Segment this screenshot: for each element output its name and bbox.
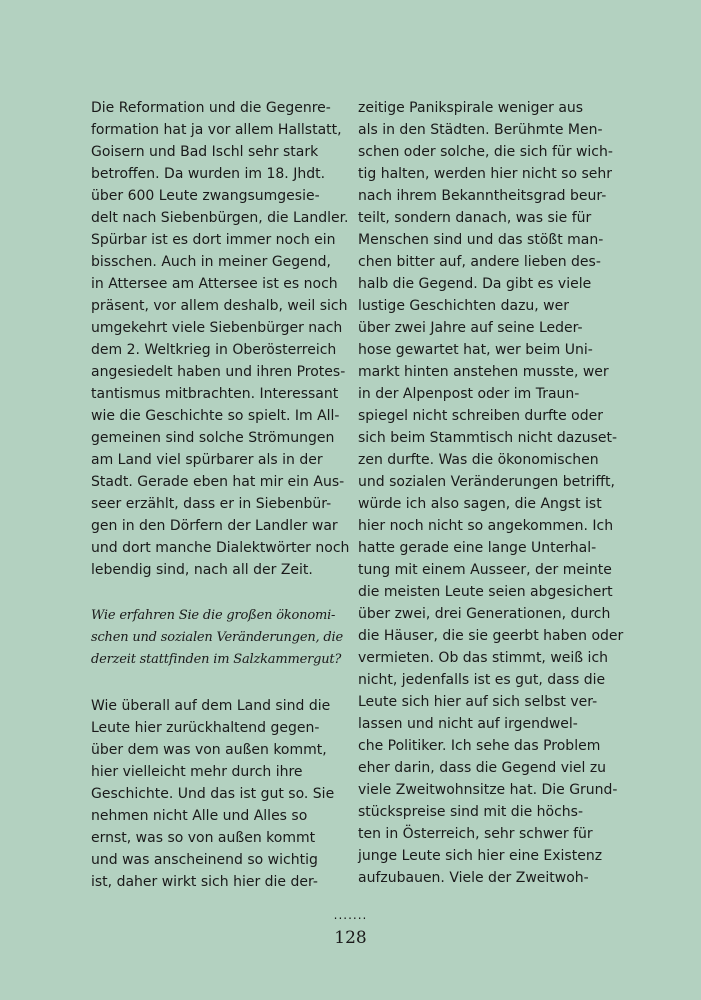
text-line: nehmen nicht Alle und Alles so: [91, 808, 308, 824]
text-line: betroffen. Da wurden im 18. Jhdt.: [91, 166, 326, 182]
text-line: in der Alpenpost oder im Traun-: [358, 386, 580, 402]
text-line: die Häuser, die sie geerbt haben oder: [358, 628, 624, 644]
text-line: ernst, was so von außen kommt: [91, 830, 316, 846]
text-line: gen in den Dörfern der Landler war: [91, 518, 338, 534]
text-line: Die Reformation und die Gegenre-: [91, 100, 331, 116]
text-line: umgekehrt viele Siebenbürger nach: [91, 320, 343, 336]
text-line: tung mit einem Ausseer, der meinte: [358, 562, 612, 578]
text-line: schen oder solche, die sich für wich-: [358, 144, 613, 160]
text-line: halb die Gegend. Da gibt es viele: [358, 276, 592, 292]
text-line: hier vielleicht mehr durch ihre: [91, 764, 303, 780]
text-line: ist, daher wirkt sich hier die der-: [91, 874, 318, 890]
text-line: am Land viel spürbarer als in der: [91, 452, 323, 468]
paragraph-continuation: [358, 97, 624, 889]
text-line: würde ich also sagen, die Angst ist: [358, 496, 602, 512]
text-line: teilt, sondern danach, was sie für: [358, 210, 592, 226]
text-line: und was anscheinend so wichtig: [91, 852, 318, 868]
text-line: zen durfte. Was die ökonomischen: [358, 452, 599, 468]
text-line: hatte gerade eine lange Unterhal-: [358, 540, 597, 556]
text-line: sich beim Stammtisch nicht dazuset-: [358, 430, 618, 446]
text-line: Spürbar ist es dort immer noch ein: [91, 232, 336, 248]
text-line: über zwei, drei Generationen, durch: [358, 606, 611, 622]
text-line: Menschen sind und das stößt man-: [358, 232, 604, 248]
text-line: tantismus mitbrachten. Interessant: [91, 386, 339, 402]
paragraph-reformation: [91, 97, 350, 581]
text-line: markt hinten anstehen musste, wer: [358, 364, 609, 380]
text-line: über 600 Leute zwangsumgesie-: [91, 188, 320, 204]
text-line: vermieten. Ob das stimmt, weiß ich: [358, 650, 609, 666]
text-line: nicht, jedenfalls ist es gut, dass die: [358, 672, 606, 688]
text-line: Goisern und Bad Ischl sehr stark: [91, 144, 319, 160]
text-line: delt nach Siebenbürgen, die Landler.: [91, 210, 349, 226]
text-line: aufzubauen. Viele der Zweitwoh-: [358, 870, 589, 886]
text-line: Leute sich hier auf sich selbst ver-: [358, 694, 598, 710]
text-line: lustige Geschichten dazu, wer: [358, 298, 570, 314]
page-footer: [0, 909, 701, 949]
text-line: Wie überall auf dem Land sind die: [91, 698, 331, 714]
text-line: zeitige Panikspirale weniger aus: [358, 100, 584, 116]
text-line: präsent, vor allem deshalb, weil sich: [91, 298, 348, 314]
question-line: schen und sozialen Veränderungen, die: [91, 630, 343, 645]
text-line: hose gewartet hat, wer beim Uni-: [358, 342, 593, 358]
text-line: formation hat ja vor allem Hallstatt,: [91, 122, 342, 138]
text-line: tig halten, werden hier nicht so sehr: [358, 166, 613, 182]
footer-ornament: .......: [333, 908, 368, 922]
text-line: gemeinen sind solche Strömungen: [91, 430, 335, 446]
text-line: stückspreise sind mit die höchs-: [358, 804, 584, 820]
text-line: in Attersee am Attersee ist es noch: [91, 276, 338, 292]
text-line: seer erzählt, dass er in Siebenbür-: [91, 496, 332, 512]
text-line: als in den Städten. Berühmte Men-: [358, 122, 603, 138]
question-line: derzeit stattfinden im Salzkammergut?: [91, 652, 342, 667]
text-line: wie die Geschichte so spielt. Im All-: [91, 408, 340, 424]
right-column: [358, 97, 624, 889]
text-line: nach ihrem Bekanntheitsgrad beur-: [358, 188, 607, 204]
question-line: Wie erfahren Sie die großen ökonomi-: [91, 608, 336, 623]
text-line: lassen und nicht auf irgendwel-: [358, 716, 578, 732]
text-line: Stadt. Gerade eben hat mir ein Aus-: [91, 474, 345, 490]
interview-question: [91, 605, 341, 671]
text-line: eher darin, dass die Gegend viel zu: [358, 760, 607, 776]
paragraph-answer: [91, 695, 341, 893]
text-line: über dem was von außen kommt,: [91, 742, 327, 758]
text-line: die meisten Leute seien abgesichert: [358, 584, 613, 600]
text-line: dem 2. Weltkrieg in Oberösterreich: [91, 342, 337, 358]
text-line: ten in Österreich, sehr schwer für: [358, 826, 593, 842]
page-number: 128: [334, 928, 367, 948]
text-line: angesiedelt haben und ihren Protes-: [91, 364, 346, 380]
text-line: viele Zweitwohnsitze hat. Die Grund-: [358, 782, 618, 798]
text-line: hier noch nicht so angekommen. Ich: [358, 518, 614, 534]
text-line: Geschichte. Und das ist gut so. Sie: [91, 786, 335, 802]
text-line: lebendig sind, nach all der Zeit.: [91, 562, 313, 578]
text-line: über zwei Jahre auf seine Leder-: [358, 320, 583, 336]
text-line: junge Leute sich hier eine Existenz: [358, 848, 603, 864]
text-line: spiegel nicht schreiben durfte oder: [358, 408, 604, 424]
text-line: und dort manche Dialektwörter noch: [91, 540, 350, 556]
text-line: chen bitter auf, andere lieben des-: [358, 254, 601, 270]
left-column: [91, 97, 350, 893]
text-line: und sozialen Veränderungen betrifft,: [358, 474, 615, 490]
text-line: Leute hier zurückhaltend gegen-: [91, 720, 320, 736]
text-line: che Politiker. Ich sehe das Problem: [358, 738, 601, 754]
text-line: bisschen. Auch in meiner Gegend,: [91, 254, 332, 270]
